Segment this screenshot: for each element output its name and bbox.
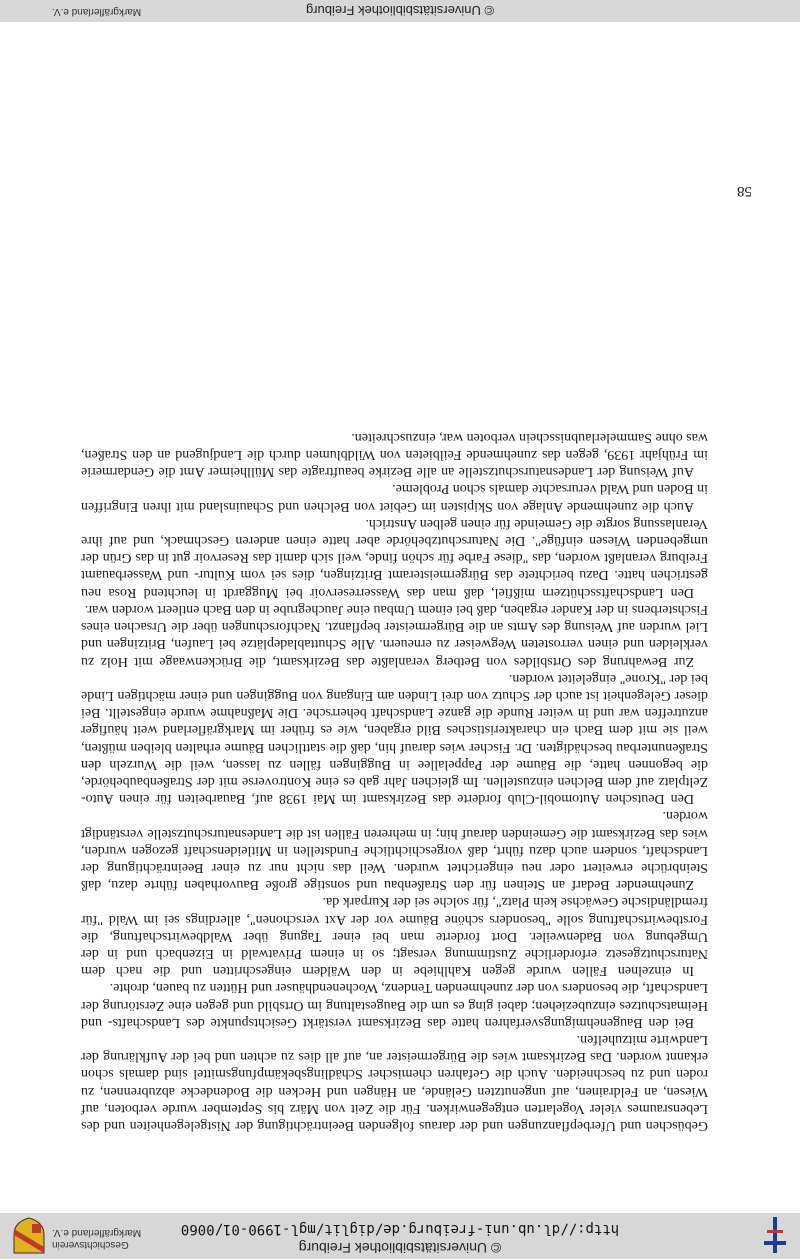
paragraph: In einzelnen Fällen wurde gegen Kahlhiebe in den Wäldern eingeschritten und die nach dem Naturschutzgesetz erforderliche Zustimmung versagt; so in einem Privatwald in Eizenbach und in der Umgebung von Badenweiler. Dort forderte man bei einer Tagung über Waldbewirtschaftung, die Forstbewirtschaftung solle "besonders schöne Bäume vor der Axt verschonen", allerdings sei im Wald "für fremdländische Gewächse kein Platz", für solche sei der Kurpark da. (81, 894, 708, 979)
history-club-name (52, 1226, 141, 1250)
paragraph: Den Landschaftsschützern mißfiel, daß man das Wasserreservoir bei Muggardt in leuchtend Rosa neu gestrichen hatte. Dazu berichtete das Bürgermeisteramt Britzingen, dies sei vom Kultur- und Wasserbauamt Freiburg veranlaßt worden, das "diese Farbe für schön finde, weil sich damit das Reservoir gut in das Grün der umgebenden Wiesen einfüge". Die Naturschutzbehörde aber hatte einen anderen Geschmack, und auf ihre Veranlassung sorgte die Gemeinde für einen gelben Anstrich. (81, 515, 708, 600)
library-header-band (0, 1213, 800, 1259)
library-footer-band (0, 0, 800, 22)
paragraph: Auf Weisung der Landesnaturschutzstelle an alle Bezirke beauftragte das Müllheimer Amt die Gendarmerie im Frühjahr 1939, gegen das zunehmende Feilbieten von Wildblumen durch die Landjugend an den Straßen, was ohne Sammelerlaubnisschein verboten war, einzuschreiten. (81, 429, 708, 480)
club-name-line2: Markgräflerland e.V. (52, 1227, 142, 1238)
paragraph: Zur Bewahrung des Ortsbildes von Betberg veranlaßte das Bezirksamt, die Brückenwaage mit Holz zu verkleiden und einen verrosteten Wegweiser zu erneuern. Alle Schuttabladeplätze bei Laufen, Britzingen und Liel wurden auf Weisung des Amts an die Bürgermeister bepflanzt. Nachforschungen über die Ursachen eines Fischsterbens in der Kander ergaben, daß bei einem Umbau eine Jauchegrube in den Bach entleert worden war. (81, 601, 708, 669)
paragraph: Den Deutschen Automobil-Club forderte das Bezirksamt im Mai 1938 auf, Bauarbeiten für einen Auto-Zeltplatz auf dem Belchen einzustellen. Im gleichen Jahr gab es eine Kontroverse mit der Straßenbaubehörde, die begonnen hatte, die Bäume der Pappelallee in Buggingen fällen zu lassen, weil die Wurzeln den Straßenunterbau beschädigten. Dr. Fischer wies darauf hin, daß die stattlichen Bäume erhalten bleiben müßten, weil sie mit dem Bach ein charakteristisches Bild ergaben, wie es früher im Markgräflerland weit häufiger anzutreffen war und in weiter Runde die ganze Landschaft beherrsche. Die Maßnahme wurde eingestellt. Bei dieser Gelegenheit ist auch der Schutz von drei Linden am Eingang von Buggingen und einer mächtigen Linde bei der "Krone" eingeleitet worden. (81, 670, 708, 807)
library-copyright: © Universitätsbibliothek Freiburg (298, 1240, 502, 1256)
footer-club-name: Markgräflerland e.V. (52, 6, 142, 17)
club-name-line1: Geschichtsverein (52, 1239, 129, 1250)
page-number: 58 (737, 183, 752, 199)
footer-copyright: © Universitätsbibliothek Freiburg (305, 3, 495, 18)
paragraph: Auch die zunehmende Anlage von Skipisten im Gebiet von Belchen und Schauinsland mit ihren Eingriffen in Boden und Wald verursachte damals schon Probleme. (81, 481, 708, 514)
paragraph: Zunehmender Bedarf an Steinen für den Straßenbau und sonstige große Bauvorhaben führte dazu, daß Steinbrüche erweitert oder neu eingerichtet wurden. Weil das nicht nur zu einer Beeinträchtigung der Landschaft, sondern auch dazu führt, daß vorgeschichtliche Fundstellen in Mitleidenschaft gezogen wurden, wies das Bezirksamt die Gemeinden darauf hin; in mehreren Fällen ist die Landesnaturschutzstelle verständigt worden. (81, 808, 708, 893)
document-page (81, 429, 708, 1134)
paragraph: Gebüschen und Uferbepflanzungen und der daraus folgenden Beeinträchtigung der Nistgelegenheiten und des Lebensraumes vieler Vogelarten entgegenwirken. Für die Zeit von März bis September wurde verboten, auf Wiesen, an Feldrainen, auf ungenutzten Gelände, an Hängen und Hecken die Bodendecke abzubrennen, zu roden und zu beschneiden. Auch die Gefahren chemischer Schädlingsbekämpfungsmittel sind damals schon erkannt worden. Das Bezirksamt wies die Bürgermeister an, auf all dies zu achten und bei der Aufklärung der Landwirte mitzuhelfen. (81, 1031, 708, 1133)
coat-of-arms-icon (12, 1217, 46, 1255)
document-url-link[interactable]: http://dl.ub.uni-freiburg.de/diglit/mgl-1990-01/0060 (180, 1221, 620, 1237)
paragraph: Bei den Baugenehmigungsverfahren hatte das Bezirksamt verstärkt Gesichtspunkte des Landschafts- und Heimatschutzes einzubeziehen; dabei ging es um die Baugestaltung im Ortsbild und gegen eine Zerstörung der Landschaft, die besonders von der zunehmenden Tendenz, Wochenendhäuser und Hütten zu bauen, drohte. (81, 980, 708, 1030)
